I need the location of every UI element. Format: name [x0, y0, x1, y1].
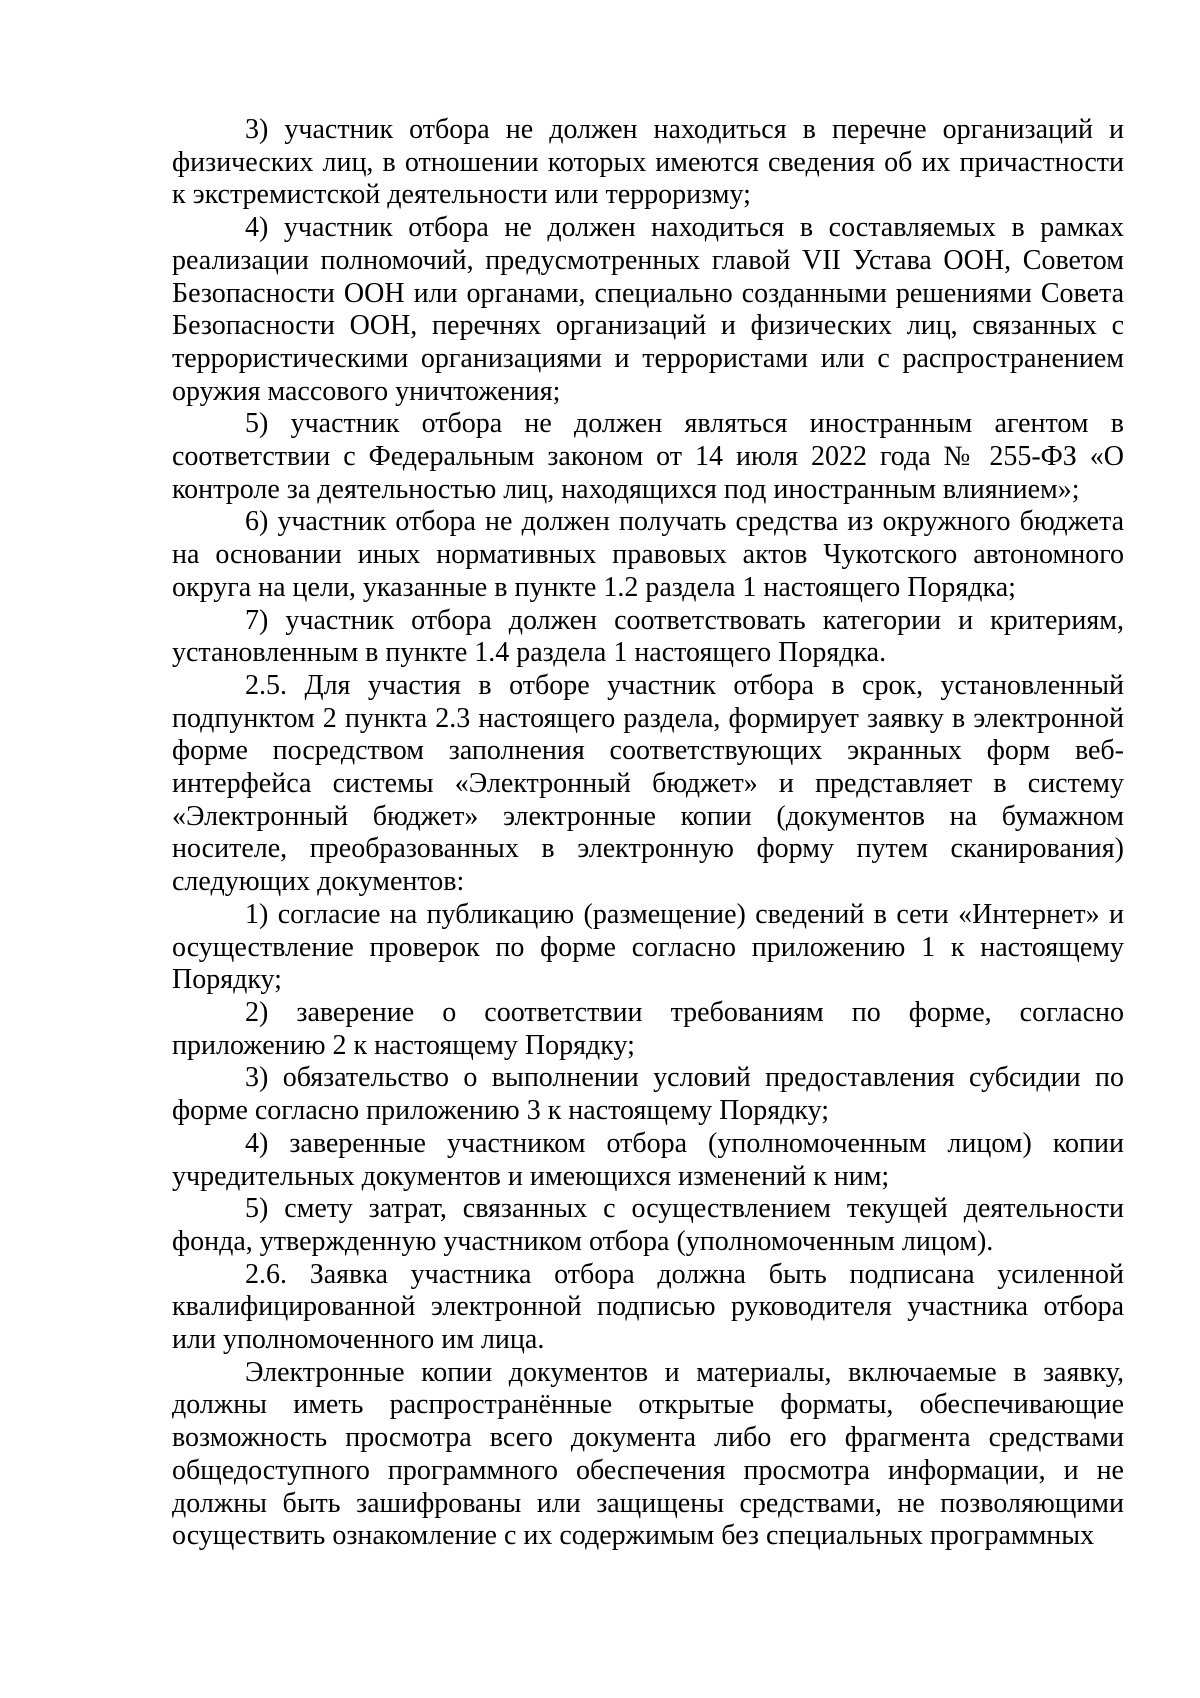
paragraph-doc-item-3: 3) обязательство о выполнении условий предоставления субсидии по форме согласно приложению 3 к настоящему Порядку;: [172, 1062, 1124, 1127]
document-body: [172, 114, 1124, 1553]
paragraph-item-6: 6) участник отбора не должен получать средства из окружного бюджета на основании иных нормативных правовых актов Чукотского автономного округа на цели, указанные в пункте 1.2 раздела 1 настоящего Порядка;: [172, 506, 1124, 603]
paragraph-item-5: 5) участник отбора не должен являться иностранным агентом в соответствии с Федеральным законом от 14 июля 2022 года № 255-ФЗ «О контроле за деятельностью лиц, находящихся под иностранным влиянием»;: [172, 408, 1124, 505]
paragraph-item-7: 7) участник отбора должен соответствовать категории и критериям, установленным в пункте 1.4 раздела 1 настоящего Порядка.: [172, 604, 1124, 669]
paragraph-item-3: 3) участник отбора не должен находиться в перечне организаций и физических лиц, в отношении которых имеются сведения об их причастности к экстремистской деятельности или терроризму;: [172, 114, 1124, 211]
paragraph-electronic-copies: Электронные копии документов и материалы, включаемые в заявку, должны иметь распространённые открытые форматы, обеспечивающие возможность просмотра всего документа либо его фрагмента средствами общедоступного программного обеспечения просмотра информации, и не должны быть зашифрованы или защищены средствами, не позволяющими осуществить ознакомление с их содержимым без специальных программных: [172, 1356, 1124, 1552]
paragraph-doc-item-1: 1) согласие на публикацию (размещение) сведений в сети «Интернет» и осуществление проверок по форме согласно приложению 1 к настоящему Порядку;: [172, 898, 1124, 996]
paragraph-section-2-5: 2.5. Для участия в отборе участник отбора в срок, установленный подпунктом 2 пункта 2.3 настоящего раздела, формирует заявку в электронной форме посредством заполнения соответствующих экранных форм веб-интерфейса системы «Электронный бюджет» и представляет в систему «Электронный бюджет» электронные копии (документов на бумажном носителе, преобразованных в электронную форму путем сканирования) следующих документов:: [172, 669, 1124, 898]
paragraph-section-2-6: 2.6. Заявка участника отбора должна быть подписана усиленной квалифицированной электронной подписью руководителя участника отбора или уполномоченного им лица.: [172, 1258, 1124, 1356]
paragraph-doc-item-2: 2) заверение о соответствии требованиям по форме, согласно приложению 2 к настоящему Порядку;: [172, 996, 1124, 1061]
paragraph-item-4: 4) участник отбора не должен находиться в составляемых в рамках реализации полномочий, предусмотренных главой VII Устава ООН, Советом Безопасности ООН или органами, специально созданными решениями Совета Безопасности ООН, перечнях организаций и физических лиц, связанных с террористическими организациями и террористами или с распространением оружия массового уничтожения;: [172, 212, 1124, 407]
paragraph-doc-item-5: 5) смету затрат, связанных с осуществлением текущей деятельности фонда, утвержденную участником отбора (уполномоченным лицом).: [172, 1193, 1124, 1257]
paragraph-doc-item-4: 4) заверенные участником отбора (уполномоченным лицом) копии учредительных документов и имеющихся изменений к ним;: [172, 1127, 1124, 1192]
